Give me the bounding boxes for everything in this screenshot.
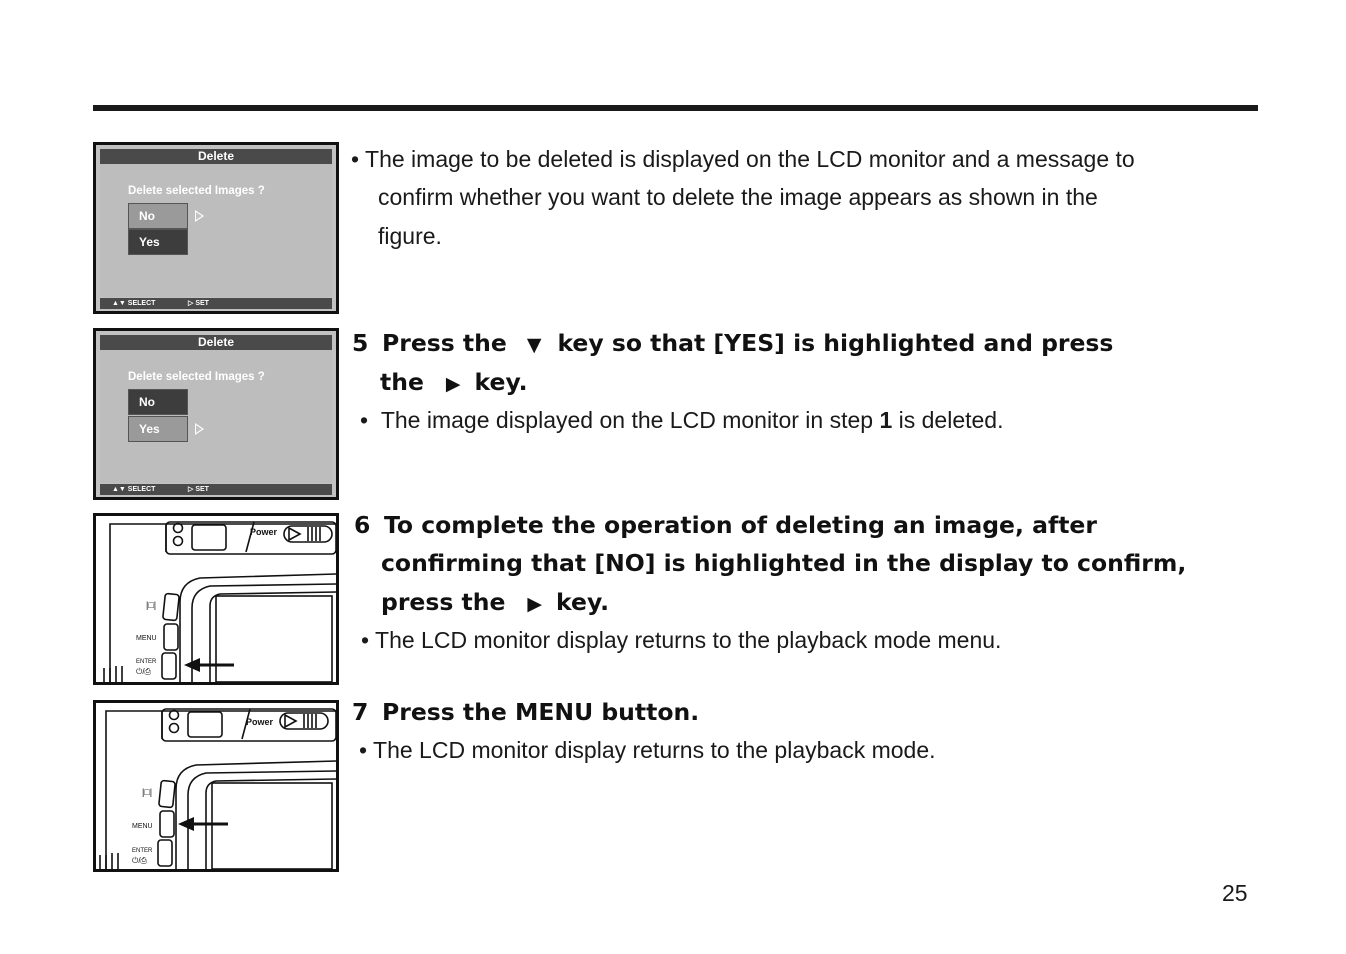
lcd-question: Delete selected Images ?: [128, 185, 265, 197]
lcd-delete-screen-no: [93, 142, 339, 314]
lcd-footer-select: ▲▼ SELECT: [112, 300, 156, 307]
lcd-pointer-icon: [195, 423, 204, 435]
lcd-footer: [100, 298, 332, 309]
lcd-footer-select: ▲▼ SELECT: [112, 486, 156, 493]
step5-note-text-a: The image displayed on the LCD monitor in step: [380, 407, 874, 433]
step5-note-step: 1: [879, 407, 893, 433]
menu-label: MENU: [132, 823, 153, 830]
camera-body-drawing: [96, 516, 336, 682]
lcd-option-no: No: [128, 203, 188, 229]
step7-note: • The LCD monitor display returns to the playback mode.: [359, 737, 936, 763]
enter-label: ENTER: [132, 848, 153, 854]
camera-body-drawing: [96, 703, 336, 869]
step5-line-1: [352, 324, 1113, 365]
lcd-title: Delete: [100, 335, 332, 350]
step5-text-a: Press the: [382, 329, 507, 357]
step5-text-d: key.: [474, 368, 528, 396]
step5-note: [360, 407, 1004, 434]
step6-text-a: To complete the operation of deleting an image, after: [384, 511, 1097, 539]
lcd-pointer-icon: [195, 210, 204, 222]
down-key-icon: ▼: [526, 334, 542, 356]
lcd-option-yes: Yes: [128, 416, 188, 442]
power-label: Power: [246, 717, 274, 727]
intro-line-1: • The image to be deleted is displayed on the LCD monitor and a message to: [351, 146, 1135, 172]
enter-label: ENTER: [136, 659, 157, 665]
lcd-delete-screen-yes: [93, 328, 339, 500]
step6-number: 6: [354, 511, 371, 539]
step5-note-bullet: •: [360, 407, 369, 433]
display-button-label: |□|: [142, 787, 153, 797]
step5-number: 5: [352, 329, 369, 357]
lcd-question: Delete selected Images ?: [128, 371, 265, 383]
menu-label: MENU: [136, 635, 157, 642]
lcd-title: Delete: [100, 149, 332, 164]
lcd-option-no: No: [128, 389, 188, 415]
enter-sub-label: ⏻/⎙: [132, 856, 147, 865]
top-rule: [93, 105, 1258, 111]
step5-text-b: key so that [YES] is highlighted and press: [557, 329, 1114, 357]
right-key-icon: ▶: [527, 593, 543, 615]
lcd-footer: [100, 484, 332, 495]
step6-text-d: key.: [556, 588, 610, 616]
lcd-option-yes: Yes: [128, 229, 188, 255]
step6-note: • The LCD monitor display returns to the playback mode menu.: [361, 627, 1002, 653]
enter-sub-label: ⏻/⎙: [136, 667, 151, 676]
display-button-label: |□|: [146, 600, 157, 610]
step6-line-2: confirming that [NO] is highlighted in the display to confirm,: [381, 549, 1187, 577]
camera-menu-button-figure: [93, 700, 339, 872]
intro-line-2: confirm whether you want to delete the image appears as shown in the: [378, 184, 1098, 210]
power-label: Power: [250, 527, 278, 537]
intro-line-3: figure.: [378, 223, 442, 249]
camera-enter-button-figure: [93, 513, 339, 685]
step7-line-1: [352, 693, 699, 732]
step6-line-1: [354, 506, 1097, 545]
step6-line-3: [381, 583, 609, 624]
page-number: 25: [1222, 880, 1248, 906]
step6-text-c: press the: [381, 588, 506, 616]
lcd-footer-set: ▷ SET: [188, 300, 209, 307]
step7-text: Press the MENU button.: [382, 698, 700, 726]
step5-note-text-b: is deleted.: [898, 407, 1004, 433]
lcd-footer-set: ▷ SET: [188, 486, 209, 493]
right-key-icon: ▶: [445, 373, 461, 395]
step5-line-2: [380, 363, 528, 404]
step5-text-c: the: [380, 368, 424, 396]
step7-number: 7: [352, 698, 369, 726]
